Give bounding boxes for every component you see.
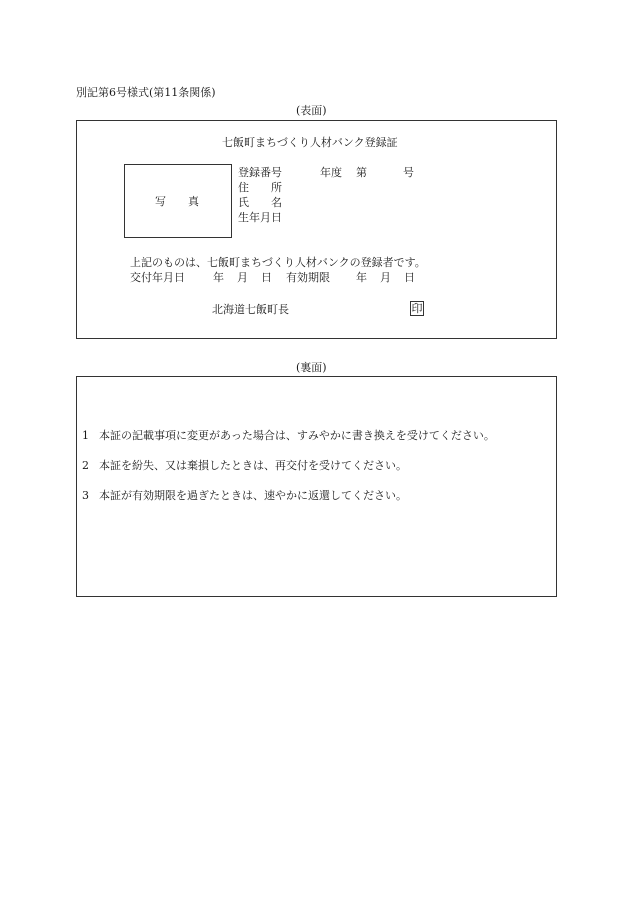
note-number: 1: [82, 429, 89, 442]
official-seal: 印: [411, 302, 423, 315]
validity-label: 有効期限: [286, 271, 330, 284]
note-text: 本証の記載事項に変更があった場合は、すみやかに書き換えを受けてください。: [99, 429, 495, 442]
dai-label: 第: [356, 166, 367, 179]
name-label: 氏 名: [238, 196, 282, 209]
validity-day-unit: 日: [404, 271, 415, 284]
note-text: 本証を紛失、又は棄損したときは、再交付を受けてください。: [99, 459, 407, 472]
validity-year-unit: 年: [356, 271, 367, 284]
registration-number-label: 登録番号: [238, 166, 282, 179]
note-number: 2: [82, 459, 89, 472]
registration-statement: 上記のものは、七飯町まちづくり人材バンクの登録者です。: [130, 256, 426, 269]
note-number: 3: [82, 489, 89, 502]
note-text: 本証が有効期限を過ぎたときは、速やかに返還してください。: [99, 489, 407, 502]
go-label: 号: [403, 166, 414, 179]
fiscal-year-label: 年度: [320, 166, 342, 179]
certificate-title: 七飯町まちづくり人材バンク登録証: [222, 136, 398, 149]
form-reference: 別記第6号様式(第11条関係): [76, 86, 216, 99]
issue-date-label: 交付年月日: [130, 271, 185, 284]
issue-month-unit: 月: [237, 271, 248, 284]
issue-day-unit: 日: [261, 271, 272, 284]
photo-label: 写 真: [155, 195, 199, 208]
address-label: 住 所: [238, 181, 282, 194]
issuer-name: 北海道七飯町長: [212, 303, 289, 316]
issue-year-unit: 年: [213, 271, 224, 284]
back-card-frame: [76, 376, 557, 597]
validity-month-unit: 月: [380, 271, 391, 284]
front-side-label: (表面): [296, 104, 327, 117]
back-side-label: (裏面): [296, 361, 327, 374]
birthdate-label: 生年月日: [238, 211, 282, 224]
